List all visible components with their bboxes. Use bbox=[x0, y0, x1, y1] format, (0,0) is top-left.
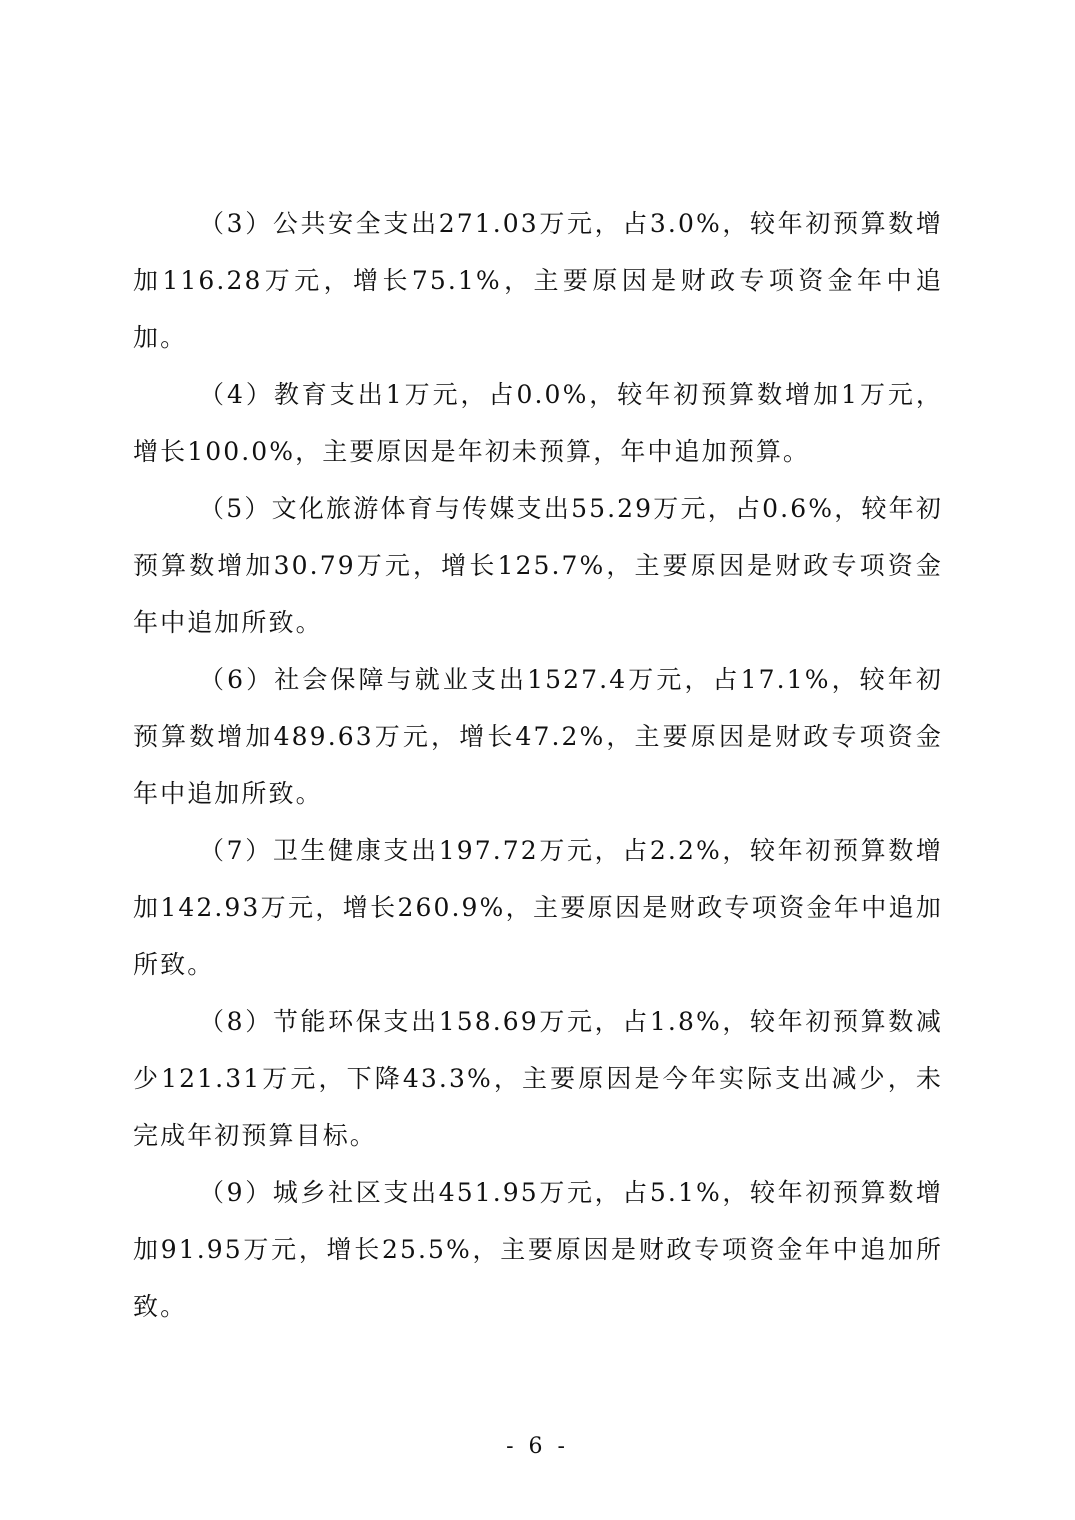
paragraph-culture-tourism-sports-media: （5）文化旅游体育与传媒支出55.29万元，占0.6%，较年初预算数增加30.79万元，增长125.7%，主要原因是财政专项资金年中追加所致。 bbox=[133, 494, 943, 637]
document-body bbox=[133, 195, 943, 1335]
paragraph-health: （7）卫生健康支出197.72万元，占2.2%，较年初预算数增加142.93万元，增长260.9%，主要原因是财政专项资金年中追加所致。 bbox=[133, 836, 943, 979]
paragraph-public-security: （3）公共安全支出271.03万元，占3.0%，较年初预算数增加116.28万元，增长75.1%，主要原因是财政专项资金年中追加。 bbox=[133, 209, 943, 352]
paragraph-education: （4）教育支出1万元，占0.0%，较年初预算数增加1万元，增长100.0%，主要原因是年初未预算，年中追加预算。 bbox=[133, 380, 943, 466]
paragraph-social-security-employment: （6）社会保障与就业支出1527.4万元，占17.1%，较年初预算数增加489.63万元，增长47.2%，主要原因是财政专项资金年中追加所致。 bbox=[133, 665, 943, 808]
paragraph-urban-rural-community: （9）城乡社区支出451.95万元，占5.1%，较年初预算数增加91.95万元，增长25.5%，主要原因是财政专项资金年中追加所致。 bbox=[133, 1178, 943, 1321]
page-number: - 6 - bbox=[506, 1434, 569, 1459]
paragraph-energy-environment: （8）节能环保支出158.69万元，占1.8%，较年初预算数减少121.31万元，下降43.3%，主要原因是今年实际支出减少，未完成年初预算目标。 bbox=[133, 1007, 943, 1150]
